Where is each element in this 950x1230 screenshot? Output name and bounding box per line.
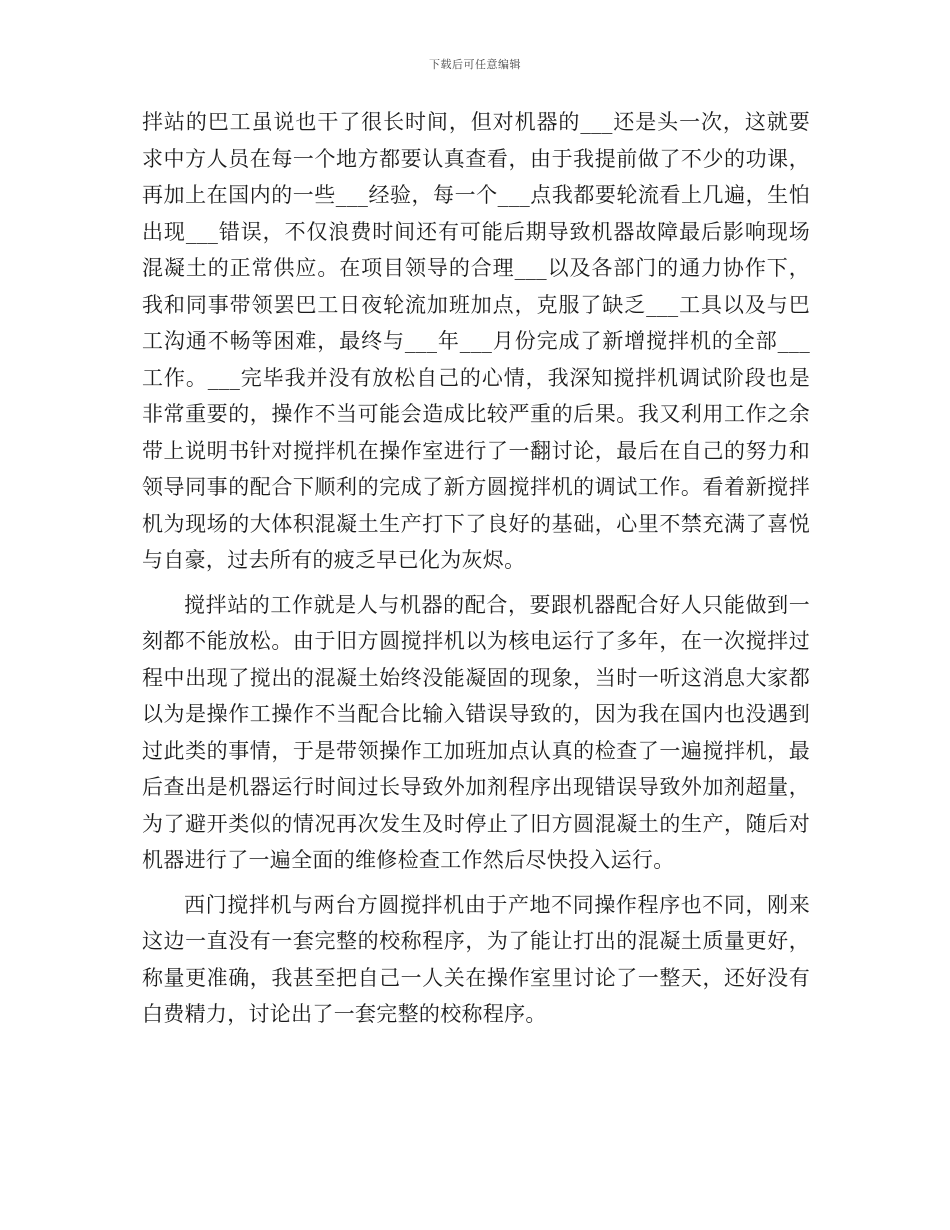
paragraph-2: 搅拌站的工作就是人与机器的配合，要跟机器配合好人只能做到一刻都不能放松。由于旧方圆搅拌机以为核电运行了多年，在一次搅拌过程中出现了搅出的混凝土始终没能凝固的现象，当时一听这消息大家都以为是操作工操作不当配合比输入错误导致的，因为我在国内也没遇到过此类的事情，于是带领操作工加班加点认真的检查了一遍搅拌机，最后查出是机器运行时间过长导致外加剂程序出现错误导致外加剂超量，为了避开类似的情况再次发生及时停止了旧方圆混凝土的生产，随后对机器进行了一遍全面的维修检查工作然后尽快投入运行。 bbox=[142, 592, 810, 872]
page-header: 下载后可任意编辑 bbox=[429, 58, 521, 71]
document-body bbox=[142, 104, 810, 1041]
paragraph-3: 西门搅拌机与两台方圆搅拌机由于产地不同操作程序也不同，刚来这边一直没有一套完整的校称程序，为了能让打出的混凝土质量更好，称量更准确，我甚至把自己一人关在操作室里讨论了一整天，还好没有白费精力，讨论出了一套完整的校称程序。 bbox=[142, 892, 810, 1026]
paragraph-1: 拌站的巴工虽说也干了很长时间，但对机器的___还是头一次，这就要求中方人员在每一个地方都要认真查看，由于我提前做了不少的功课，再加上在国内的一些___经验，每一个___点我都要轮流看上几遍，生怕出现___错误，不仅浪费时间还有可能后期导致机器故障最后影响现场混凝土的正常供应。在项目领导的合理___以及各部门的通力协作下，我和同事带领罢巴工日夜轮流加班加点，克服了缺乏___工具以及与巴工沟通不畅等困难，最终与___年___月份完成了新增搅拌机的全部___工作。___完毕我并没有放松自己的心情，我深知搅拌机调试阶段也是非常重要的，操作不当可能会造成比较严重的后果。我又利用工作之余带上说明书针对搅拌机在操作室进行了一翻讨论，最后在自己的努力和领导同事的配合下顺利的完成了新方圆搅拌机的调试工作。看着新搅拌机为现场的大体积混凝土生产打下了良好的基础，心里不禁充满了喜悦与自豪，过去所有的疲乏早已化为灰烬。 bbox=[142, 110, 810, 572]
